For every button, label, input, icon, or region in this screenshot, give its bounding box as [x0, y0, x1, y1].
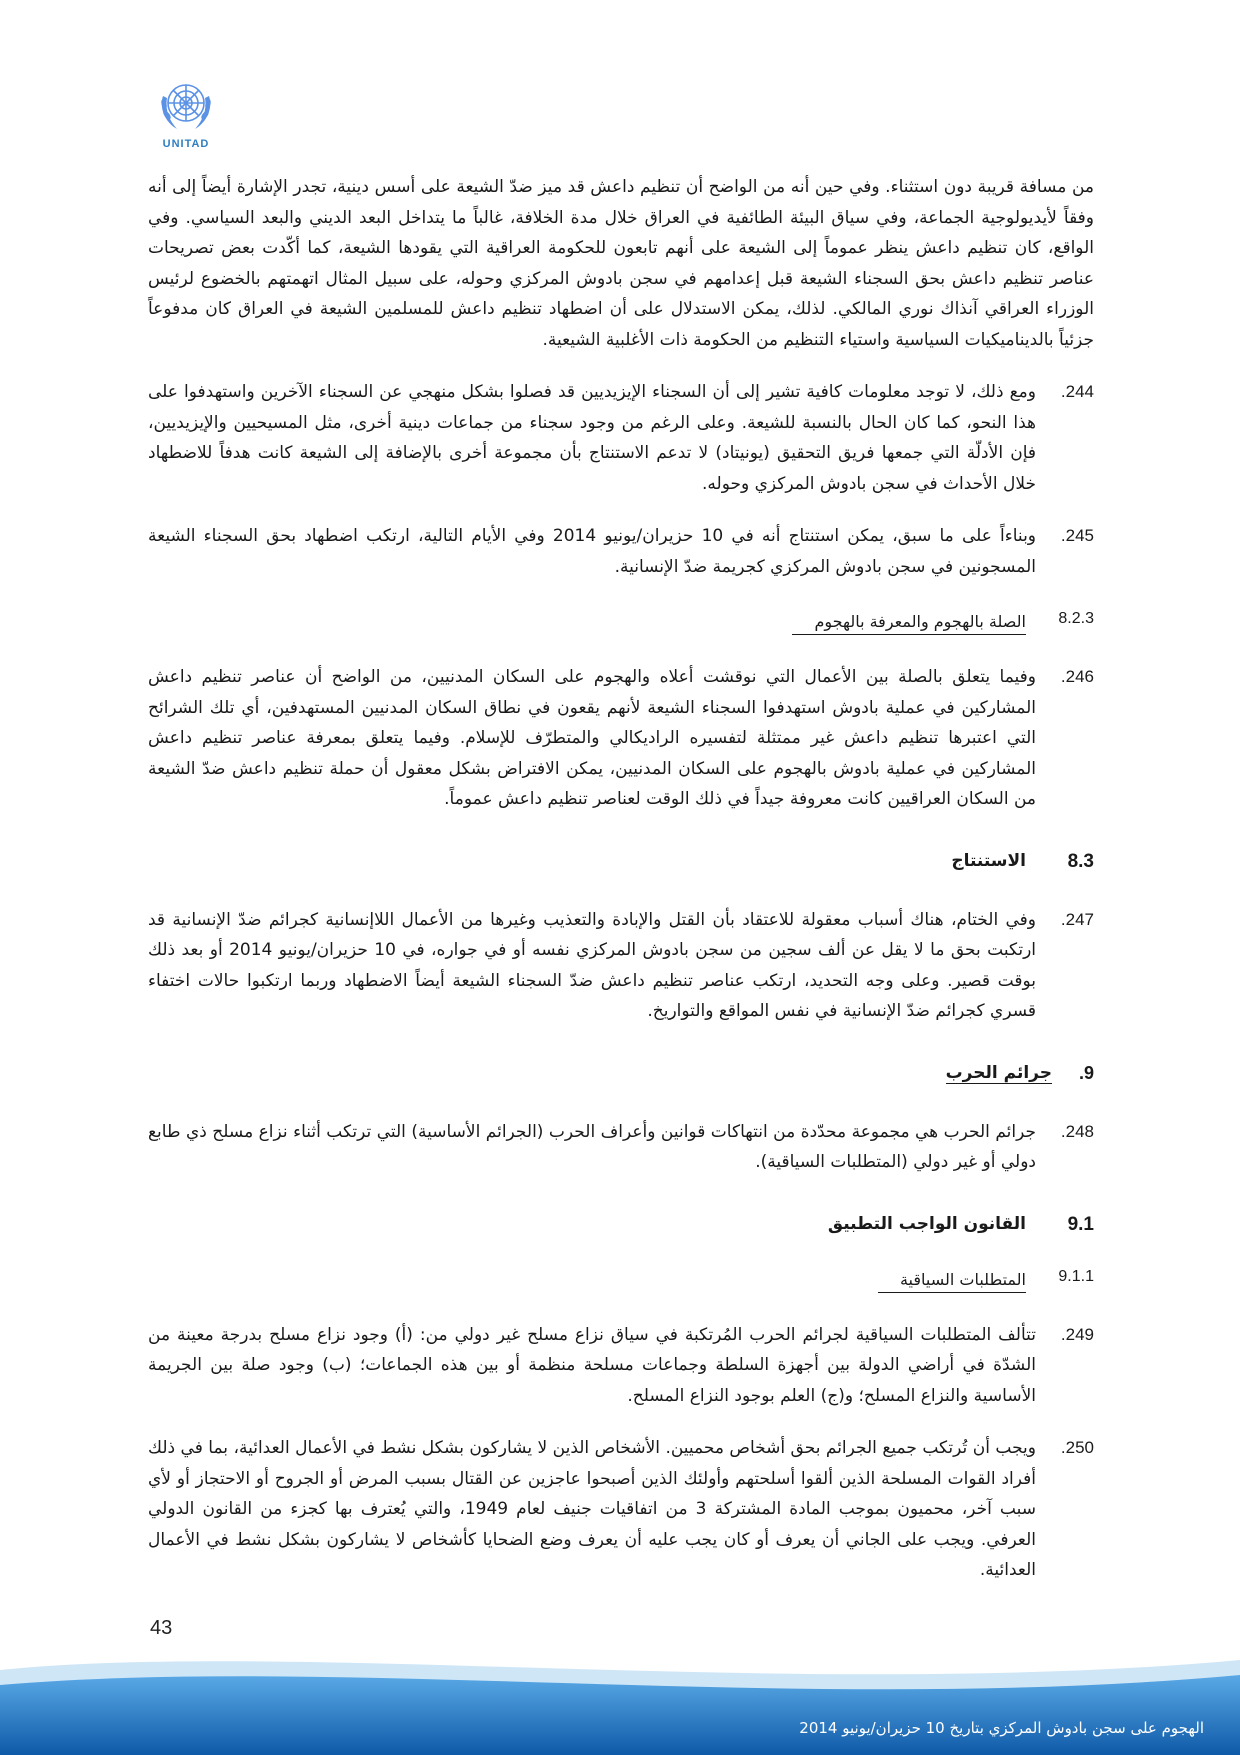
paragraph-text: ومع ذلك، لا توجد معلومات كافية تشير إلى أن السجناء الإيزيديين قد فصلوا بشكل منهجي عن السجناء الآخرين واستهدفوا على هذا النحو، كما كان الحال بالنسبة للشيعة. وعلى الرغم من وجود سجناء من جماعات دينية أخرى، مثل المسيحيين والإيزيديين، فإن الأدلّة التي جمعها فريق التحقيق (يونيتاد) لا تدعم الاستنتاج بأن مجموعة أخرى بالإضافة إلى الشيعة كانت هدفاً للاضطهاد خلال الأحداث في سجن بادوش المركزي وحوله.: [148, 382, 1036, 494]
paragraph-number: 245.: [1060, 526, 1094, 545]
document-body: [148, 172, 1094, 1608]
heading-title: القانون الواجب التطبيق: [827, 1213, 1026, 1234]
paragraph-number: 247.: [1060, 909, 1094, 929]
paragraph-number: 249.: [1060, 1324, 1094, 1344]
paragraph-text: وبناءاً على ما سبق، يمكن استنتاج أنه في 10 حزيران/يونيو 2014 وفي الأيام التالية، ارتكب اضطهاد بحق السجناء الشيعة المسجونين في سجن بادوش المركزي كجريمة ضدّ الإنسانية.: [148, 526, 1037, 577]
page-number: 43: [150, 1617, 173, 1639]
heading-title: جرائم الحرب: [945, 1062, 1052, 1083]
paragraph-249: [148, 1320, 1094, 1412]
heading-number: 8.3: [1067, 850, 1094, 872]
paragraph-text: ويجب أن تُرتكب جميع الجرائم بحق أشخاص محميين. الأشخاص الذين لا يشاركون بشكل نشط في الأعمال العدائية، بما في ذلك أفراد القوات المسلحة الذين ألقوا أسلحتهم وأولئك الذين أصبحوا عاجزين عن القتال بسبب المرض أو الجروح أو الاحتجاز أو لأي سبب آخر، محميون بموجب المادة المشتركة 3 من اتفاقيات جنيف لعام 1949، والتي يُعترف بها كجزء من القانون الدولي العرفي. ويجب على الجاني أن يعرف أو كان يجب عليه أن يعرف وضع الضحايا كأشخاص لا يشاركون بشكل نشط في الأعمال العدائية.: [148, 1438, 1036, 1580]
heading-9: [148, 1063, 1094, 1095]
paragraph-246: [148, 662, 1094, 815]
heading-title: المتطلبات السياقية: [878, 1268, 1026, 1293]
logo-text: UNITAD: [162, 138, 210, 150]
paragraph-245: [148, 521, 1094, 582]
paragraph-number: 246.: [1060, 667, 1094, 686]
footer-wave: [0, 1640, 1240, 1755]
paragraph-text: جرائم الحرب هي مجموعة محدّدة من انتهاكات قوانين وأعراف الحرب (الجرائم الأساسية) التي ترتكب أثناء نزاع مسلح ذي طابع دولي أو غير دولي (المتطلبات السياقية).: [148, 1121, 1036, 1172]
heading-number: 9.1.1: [1058, 1267, 1094, 1285]
paragraph-number: 250.: [1060, 1438, 1094, 1457]
paragraph-text: تتألف المتطلبات السياقية لجرائم الحرب المُرتكبة في سياق نزاع مسلح غير دولي من: (أ) وجود نزاع مسلح بدرجة معينة من الشدّة في أراضي الدولة بين أجهزة السلطة وجماعات مسلحة منظمة أو بين هذه الجماعات؛ (ب) وجود صلة بين الجريمة الأساسية والنزاع المسلح؛ و(ج) العلم بوجود النزاع المسلح.: [148, 1324, 1036, 1406]
paragraph-248: [148, 1117, 1094, 1178]
intro-paragraph: من مسافة قريبة دون استثناء. وفي حين أنه من الواضح أن تنظيم داعش قد ميز ضدّ الشيعة على أسس دينية، تجدر الإشارة أيضاً إلى أنه وفقاً لأيديولوجية الجماعة، وفي سياق البيئة الطائفية في العراق خلال مدة الخلافة، غالباً ما يتداخل البعد الديني والبعد السياسي. وفي الواقع، كان تنظيم داعش ينظر عموماً إلى الشيعة على أنهم تابعون للحكومة العراقية التي يقودها الشيعة، كما أكّدت بعض تصريحات عناصر تنظيم داعش بحق السجناء الشيعة قبل إعدامهم في سجن بادوش المركزي وحوله، على سبيل المثال اتهمتهم بالخضوع لرئيس الوزراء العراقي آنذاك نوري المالكي. لذلك، يمكن الاستدلال على أن اضطهاد تنظيم داعش للمسلمين الشيعة في العراق كان مدفوعاً جزئياً بالديناميكيات السياسية واستياء التنظيم من الحكومة ذات الأغلبية الشيعية.: [148, 177, 1094, 350]
paragraph-247: [148, 905, 1094, 1027]
heading-8-2-3: [148, 610, 1094, 640]
footer-title: الهجوم على سجن بادوش المركزي بتاريخ 10 حزيران/يونيو 2014: [799, 1719, 1204, 1737]
heading-title: الاستنتاج: [951, 850, 1026, 871]
paragraph-250: [148, 1433, 1094, 1586]
paragraph-number: 244.: [1060, 382, 1094, 401]
heading-number: 9.1: [1067, 1213, 1094, 1235]
heading-9-1: [148, 1214, 1094, 1246]
paragraph-number: 248.: [1060, 1121, 1094, 1141]
paragraph-text: وفي الختام، هناك أسباب معقولة للاعتقاد بأن القتل والإبادة والتعذيب وغيرها من الأعمال اللاإنسانية كجرائم ضدّ الإنسانية قد ارتكبت بحق ما لا يقل عن ألف سجين من سجن بادوش المركزي نفسه أو في جواره، في 10 حزيران/يونيو 2014 أو بعد ذلك بوقت قصير. وعلى وجه التحديد، ارتكب عناصر تنظيم داعش ضدّ السجناء الشيعة أيضاً الاضطهاد وربما ارتكبوا حالات اختفاء قسري كجرائم ضدّ الإنسانية في نفس المواقع والتواريخ.: [148, 909, 1037, 1021]
heading-number: 9.: [1078, 1062, 1094, 1083]
unitad-logo: [146, 74, 226, 150]
un-emblem-icon: [155, 74, 217, 136]
heading-number: 8.2.3: [1058, 610, 1094, 627]
heading-title: الصلة بالهجوم والمعرفة بالهجوم: [792, 610, 1026, 635]
paragraph-text: وفيما يتعلق بالصلة بين الأعمال التي نوقشت أعلاه والهجوم على السكان المدنيين، من الواضح أن عناصر تنظيم داعش المشاركين في عملية بادوش استهدفوا السجناء الشيعة لأنهم يقعون في نطاق السكان المدنيين المستهدفين، أي تلك الشرائح التي اعتبرها تنظيم داعش غير ممتثلة لتفسيره الراديكالي والمتطرّف للإسلام. وفيما يتعلق بمعرفة عناصر تنظيم داعش المشاركين في عملية بادوش بالهجوم على السكان المدنيين، يمكن الافتراض بشكل معقول أن حملة تنظيم داعش ضدّ الشيعة من السكان العراقيين كانت معروفة جيداً في ذلك الوقت لعناصر تنظيم داعش عموماً.: [148, 667, 1036, 809]
paragraph-244: [148, 377, 1094, 499]
heading-9-1-1: [148, 1268, 1094, 1298]
heading-8-3: [148, 851, 1094, 883]
